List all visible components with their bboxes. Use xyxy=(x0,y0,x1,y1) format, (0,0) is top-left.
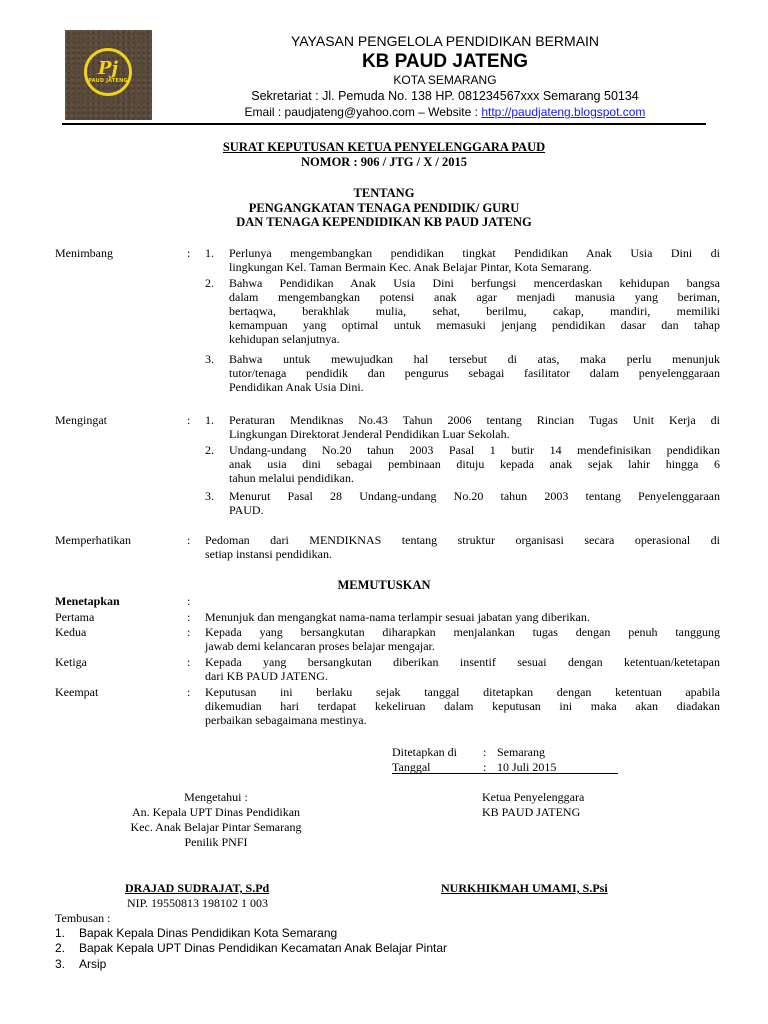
tembusan-item-3: Arsip xyxy=(79,957,107,971)
memutuskan-heading: MEMUTUSKAN xyxy=(337,578,431,592)
header-contact xyxy=(185,105,705,119)
mengingat-item-1: Peraturan Mendiknas No.43 Tahun 2006 tentang Rincian Tugas Unit Kerja di Lingkungan Direktorat Jenderal Pendidikan Luar Sekolah. xyxy=(229,413,720,441)
pertama-label: Pertama xyxy=(55,610,95,624)
mengingat-colon: : xyxy=(187,413,191,427)
keempat-colon: : xyxy=(187,685,191,699)
header-org: YAYASAN PENGELOLA PENDIDIKAN BERMAIN xyxy=(290,33,600,49)
tanggal-value: 10 Juli 2015 xyxy=(497,760,557,774)
tanggal-label: Tanggal xyxy=(392,760,431,774)
ditetapkan-colon: : xyxy=(483,745,487,759)
header-name: KB PAUD JATENG xyxy=(361,51,529,72)
tembusan-num-1: 1. xyxy=(55,926,66,940)
memperhatikan-label: Memperhatikan xyxy=(55,533,131,547)
right-sign-line-2: KB PAUD JATENG xyxy=(482,805,581,819)
logo-emblem xyxy=(84,48,132,96)
right-sign-line-1: Ketua Penyelenggara xyxy=(482,790,585,804)
header-city: KOTA SEMARANG xyxy=(393,73,497,87)
ketiga-colon: : xyxy=(187,655,191,669)
mengingat-label: Mengingat xyxy=(55,413,107,427)
menimbang-item-3: Bahwa untuk mewujudkan hal tersebut di atas, maka perlu menunjuk tutor/tenaga pendidik dan pengurus sebagai fasilitator dalam penyelenggaraan Pendidikan Anak Usia Dini. xyxy=(229,352,720,394)
tembusan-label: Tembusan : xyxy=(55,911,111,925)
mengingat-num-3: 3. xyxy=(205,489,214,503)
menetapkan-label: Menetapkan xyxy=(55,594,120,608)
header-email: Email : paudjateng@yahoo.com – Website : xyxy=(244,105,482,119)
tembusan-item-1: Bapak Kepala Dinas Pendidikan Kota Semarang xyxy=(79,926,338,940)
logo-subtext: PAUD JATENG xyxy=(88,78,128,84)
header-rule xyxy=(62,123,706,125)
ditetapkan-label: Ditetapkan di xyxy=(392,745,457,759)
website-link[interactable]: http://paudjateng.blogspot.com xyxy=(481,105,646,119)
subject-line-2: DAN TENAGA KEPENDIDIKAN KB PAUD JATENG xyxy=(236,215,532,229)
tentang-heading: TENTANG xyxy=(353,186,415,200)
decree-number: NOMOR : 906 / JTG / X / 2015 xyxy=(301,155,467,169)
left-sign-line-1: Mengetahui : xyxy=(184,790,248,804)
menimbang-label: Menimbang xyxy=(55,246,113,260)
tembusan-item-2: Bapak Kepala UPT Dinas Pendidikan Kecamatan Anak Belajar Pintar xyxy=(79,941,447,955)
date-underline xyxy=(392,773,618,774)
decree-title: SURAT KEPUTUSAN KETUA PENYELENGGARA PAUD xyxy=(222,140,546,154)
header-address: Sekretariat : Jl. Pemuda No. 138 HP. 081234567xxx Semarang 50134 xyxy=(251,89,639,103)
right-signatory-name: NURKHIKMAH UMAMI, S.Psi xyxy=(441,881,608,895)
menimbang-num-2: 2. xyxy=(205,276,214,290)
mengingat-num-2: 2. xyxy=(205,443,214,457)
mengingat-item-3: Menurut Pasal 28 Undang-undang No.20 tahun 2003 tentang Penyelenggaraan PAUD. xyxy=(229,489,720,517)
menimbang-num-3: 3. xyxy=(205,352,214,366)
pertama-colon: : xyxy=(187,610,191,624)
keempat-label: Keempat xyxy=(55,685,99,699)
keempat-text: Keputusan ini berlaku sejak tanggal ditetapkan dengan ketentuan apabila dikemudian hari terdapat kekeliruan dalam keputusan ini maka akan diadakan perbaikan sebagaimana mestinya. xyxy=(205,685,720,727)
left-sign-line-4: Penilik PNFI xyxy=(184,835,248,849)
kedua-label: Kedua xyxy=(55,625,87,639)
subject-line-1: PENGANGKATAN TENAGA PENDIDIK/ GURU xyxy=(248,201,520,215)
tembusan-num-3: 3. xyxy=(55,957,66,971)
kedua-text: Kepada yang bersangkutan diharapkan menjalankan tugas dengan penuh tanggung jawab demi kelancaran proses belajar mengajar. xyxy=(205,625,720,653)
kedua-colon: : xyxy=(187,625,191,639)
tanggal-colon: : xyxy=(483,760,487,774)
ditetapkan-place: Semarang xyxy=(497,745,545,759)
mengingat-num-1: 1. xyxy=(205,413,214,427)
left-sign-line-3: Kec. Anak Belajar Pintar Semarang xyxy=(130,820,302,834)
menimbang-item-2: Bahwa Pendidikan Anak Usia Dini berfungsi mencerdaskan kehidupan bangsa dalam mengembangkan potensi anak agar menjadi manusia yang beriman, bertaqwa, berakhlak mulia, sehat, berilmu, cakap, mandiri, memiliki kemampuan yang optimal untuk memasuki jenjang pendidikan dasar dan tahap kehidupan selanjutnya. xyxy=(229,276,720,346)
menimbang-num-1: 1. xyxy=(205,246,214,260)
menimbang-item-1: Perlunya mengembangkan pendidikan tingkat Pendidikan Anak Usia Dini di lingkungan Kel. Taman Bermain Kec. Anak Belajar Pintar, Kota Semarang. xyxy=(229,246,720,274)
left-signatory-nip: NIP. 19550813 198102 1 003 xyxy=(127,896,269,910)
ketiga-text: Kepada yang bersangkutan diberikan insentif sesuai dengan ketentuan/ketetapan dari KB PAUD JATENG. xyxy=(205,655,720,683)
ketiga-label: Ketiga xyxy=(55,655,87,669)
menetapkan-colon: : xyxy=(187,594,191,608)
memperhatikan-colon: : xyxy=(187,533,191,547)
menimbang-colon: : xyxy=(187,246,191,260)
left-sign-line-2: An. Kepala UPT Dinas Pendidikan xyxy=(131,805,301,819)
memperhatikan-text: Pedoman dari MENDIKNAS tentang struktur organisasi secara operasional di setiap instansi pendidikan. xyxy=(205,533,720,561)
left-signatory-name: DRAJAD SUDRAJAT, S.Pd xyxy=(125,881,270,895)
tembusan-num-2: 2. xyxy=(55,941,66,955)
logo-mark: Pj xyxy=(97,58,119,79)
mengingat-item-2: Undang-undang No.20 tahun 2003 Pasal 1 butir 14 mendefinisikan pendidikan anak usia dini sebagai pembinaan dituju kepada anak sejak lahir hingga 6 tahun melalui pendidikan. xyxy=(229,443,720,485)
logo xyxy=(65,30,152,120)
pertama-text: Menunjuk dan mengangkat nama-nama terlampir sesuai jabatan yang diberikan. xyxy=(205,610,590,624)
